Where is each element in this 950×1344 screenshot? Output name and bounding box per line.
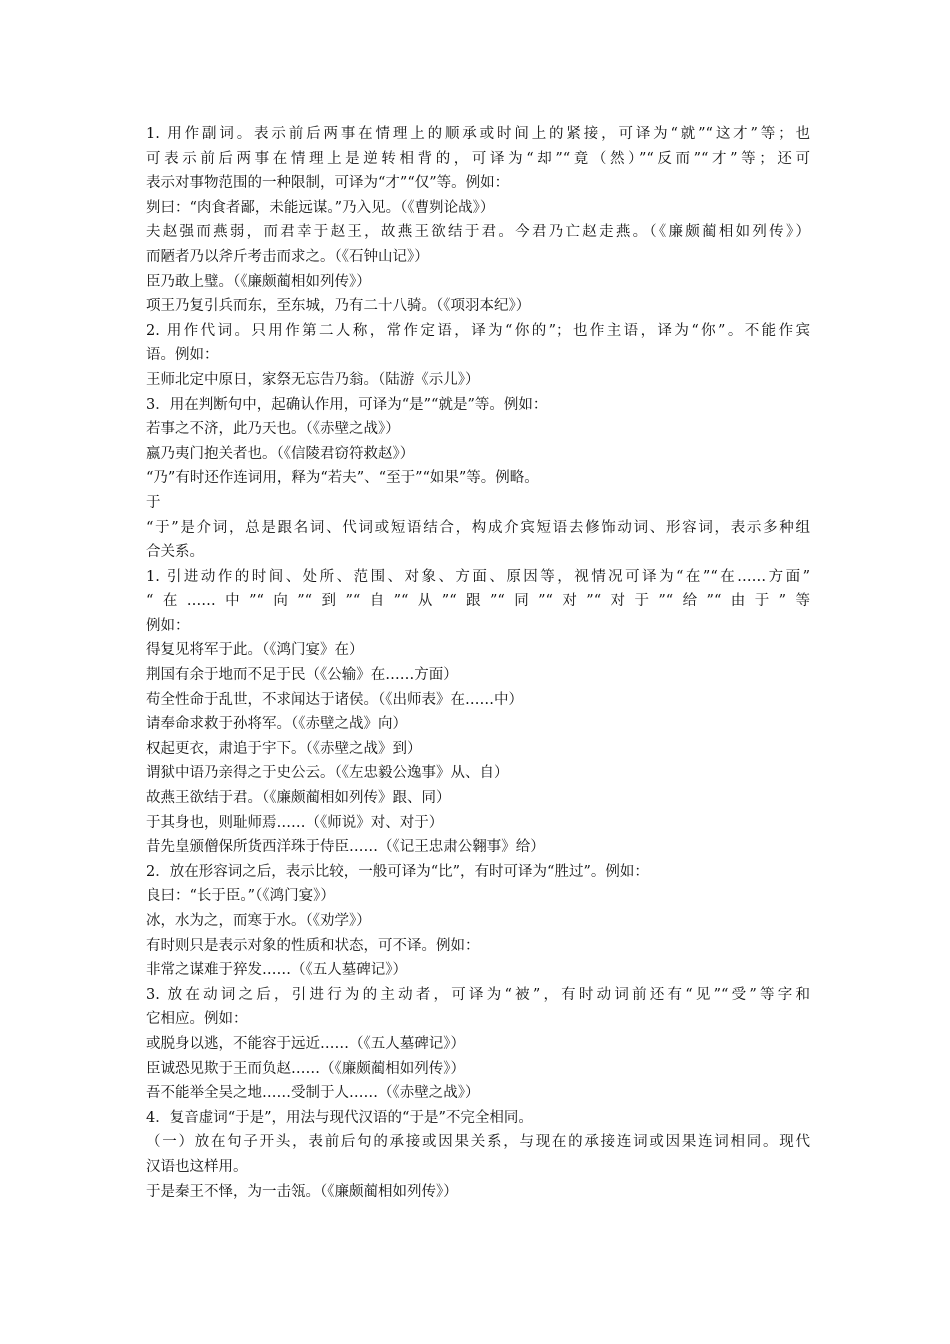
paragraph-line: 2．放在形容词之后，表示比较，一般可译为“比”，有时可译为“胜过”。例如：	[146, 863, 649, 880]
paragraph-line: 合关系。	[146, 544, 204, 561]
paragraph-line: “在……中”“向”“到”“自”“从”“跟”“同”“对”“对于”“给”“由于”等	[146, 593, 810, 610]
paragraph-line: 4．复音虚词“于是”，用法与现代汉语的“于是”不完全相同。	[146, 1109, 533, 1126]
example-line: 昔先皇颁僧保所货西洋珠于侍臣……（《记王忠肃公翱事》给）	[146, 839, 545, 856]
example-line: 请奉命求救于孙将军。（《赤壁之战》向）	[146, 716, 407, 733]
example-line: 或脱身以逃，不能容于远近……（《五人墓碑记》）	[146, 1035, 465, 1052]
paragraph-line: 有时则只是表示对象的性质和状态，可不译。例如：	[146, 937, 480, 954]
example-line: 夫赵强而燕弱，而君幸于赵王，故燕王欲结于君。今君乃亡赵走燕。（《廉颇蔺相如列传》）	[146, 224, 810, 241]
paragraph-line: 3. 放在动词之后，引进行为的主动者，可译为“被”，有时动词前还有“见”“受”等字和	[146, 986, 810, 1003]
example-line: 若事之不济，此乃天也。（《赤壁之战》）	[146, 421, 400, 438]
example-line: 荆国有余于地而不足于民（《公输》在……方面）	[146, 667, 458, 684]
example-line: 得复见将军于此。（《鸿门宴》在）	[146, 642, 364, 659]
example-line: 王师北定中原日，家祭无忘告乃翁。（陆游《示儿》）	[146, 371, 480, 388]
example-line: 臣乃敢上璧。（《廉颇蔺相如列传》）	[146, 273, 371, 290]
example-line: 刿曰：“肉食者鄙，未能远谋。”乃入见。（《曹刿论战》）	[146, 199, 495, 216]
example-line: 而陋者乃以斧斤考击而求之。（《石钟山记》）	[146, 248, 429, 265]
example-line: 于其身也，则耻师焉……（《师说》对、对于）	[146, 814, 444, 831]
paragraph-line: 它相应。例如：	[146, 1011, 248, 1028]
example-line: 谓狱中语乃亲得之于史公云。（《左忠毅公逸事》从、自）	[146, 765, 509, 782]
paragraph-line: 3．用在判断句中，起确认作用，可译为“是”“就是”等。例如：	[146, 396, 548, 413]
paragraph-line: 汉语也这样用。	[146, 1158, 248, 1175]
example-line: 项王乃复引兵而东，至东城，乃有二十八骑。（《项羽本纪》）	[146, 298, 531, 315]
example-line: 非常之谋难于猝发……（《五人墓碑记》）	[146, 962, 407, 979]
paragraph-line: 例如：	[146, 617, 190, 634]
paragraph-line: “于”是介词，总是跟名词、代词或短语结合，构成介宾短语去修饰动词、形容词，表示多种组	[146, 519, 810, 536]
example-line: 故燕王欲结于君。（《廉颇蔺相如列传》跟、同）	[146, 790, 451, 807]
example-line: 权起更衣，肃追于宇下。（《赤壁之战》到）	[146, 740, 422, 757]
example-line: 冰，水为之，而寒于水。（《劝学》）	[146, 913, 371, 929]
paragraph-line: 1. 用作副词。表示前后两事在情理上的顺承或时间上的紧接，可译为“就”“这才”等；也	[146, 126, 810, 142]
example-line: 臣诚恐见欺于王而负赵……（《廉颇蔺相如列传》）	[146, 1060, 465, 1077]
paragraph-line: 2. 用作代词。只用作第二人称，常作定语，译为“你的”；也作主语，译为“你”。不能作宾	[146, 322, 810, 339]
example-line: 于是秦王不怿，为一击瓴。（《廉颇蔺相如列传》）	[146, 1183, 458, 1200]
paragraph-line: 1. 引进动作的时间、处所、范围、对象、方面、原因等，视情况可译为“在”“在……方面”	[146, 568, 810, 585]
paragraph-line: 语。例如：	[146, 347, 219, 364]
document-body	[146, 122, 810, 1204]
example-line: 嬴乃夷门抱关者也。（《信陵君窃符救赵》）	[146, 445, 415, 462]
paragraph-line: 表示对事物范围的一种限制，可译为“才”“仅”等。例如：	[146, 175, 510, 192]
example-line: 苟全性命于乱世，不求闻达于诸侯。（《出师表》在……中）	[146, 691, 523, 708]
example-line: 良曰：“长于臣。”（《鸿门宴》）	[146, 888, 335, 905]
section-heading: 于	[146, 494, 161, 511]
paragraph-line: 可表示前后两事在情理上是逆转相背的，可译为“却”“竟（然）”“反而”“才”等；还可	[146, 150, 810, 167]
paragraph-line: （一）放在句子开头，表前后句的承接或因果关系，与现在的承接连词或因果连词相同。现代	[146, 1134, 810, 1151]
paragraph-line: “乃”有时还作连词用，释为“若夫”、“至于”“如果”等。例略。	[146, 470, 539, 487]
example-line: 吾不能举全吴之地……受制于人……（《赤壁之战》）	[146, 1085, 480, 1102]
